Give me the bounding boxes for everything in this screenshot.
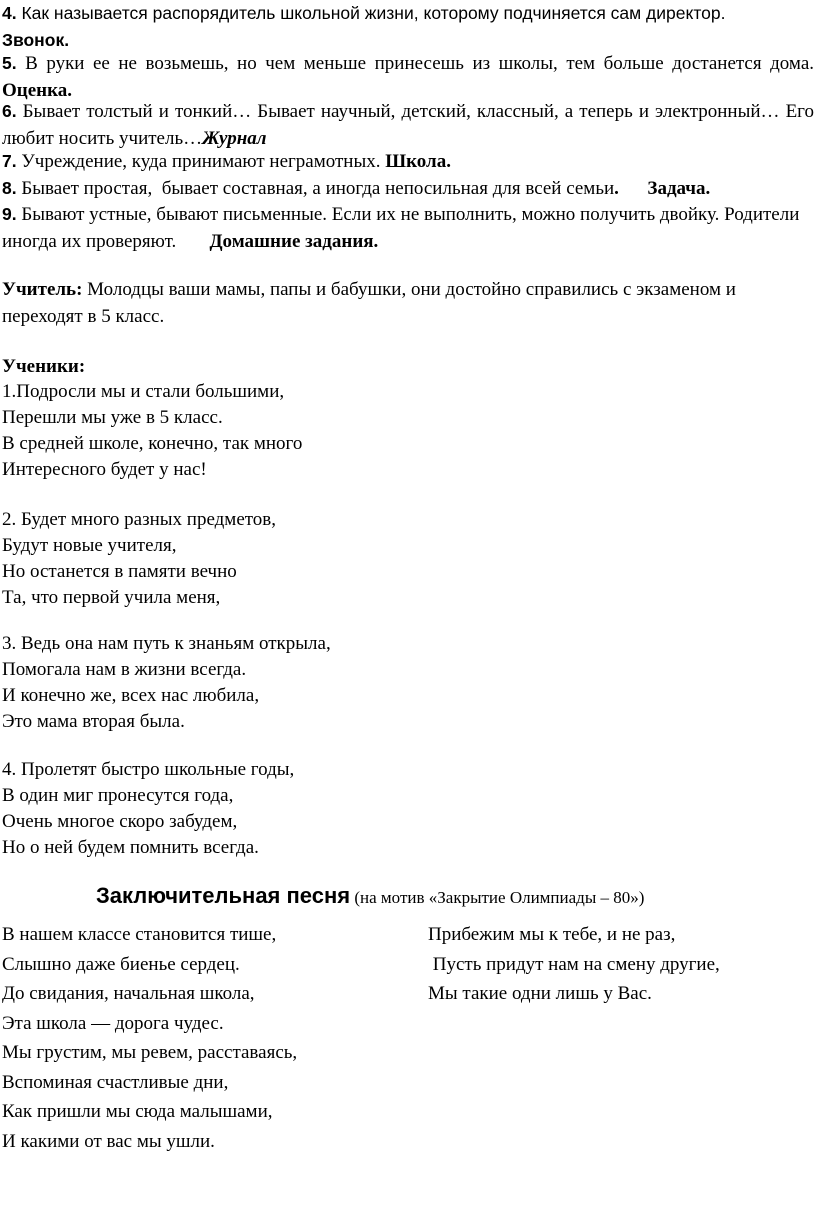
poem-stanza-4 [2, 757, 294, 861]
song-heading [96, 883, 644, 909]
poem-line: Та, что первой учила меня, [2, 587, 221, 608]
song-line: Мы такие одни лишь у Вас. [428, 983, 652, 1004]
song-line: Прибежим мы к тебе, и не раз, [428, 924, 676, 945]
poem-line: Перешли мы уже в 5 класс. [2, 407, 223, 428]
song-line: Слышно даже биенье сердец. [2, 953, 240, 975]
song-line: Как пришли мы сюда малышами, [2, 1101, 273, 1122]
riddle-text: В руки ее не возьмешь, но чем меньше принесешь из школы, тем больше достанется дома. [16, 53, 814, 74]
poem-line: В средней школе, конечно, так много [2, 433, 303, 454]
students-label [2, 353, 85, 380]
riddle-number: 8. [2, 178, 17, 198]
riddle-text: Учреждение, куда принимают неграмотных. [16, 151, 386, 172]
riddle-number: 6. [2, 101, 17, 121]
riddle-text: Как называется распорядитель школьной жизни, которому подчиняется сам директор. [16, 3, 726, 23]
teacher-text: Молодцы ваши мамы, папы и бабушки, они достойно справились с экзаменом и переходят в 5 класс. [2, 279, 736, 327]
poem-stanza-2 [2, 507, 276, 611]
song-line: Мы грустим, мы ревем, расставаясь, [2, 1042, 298, 1063]
riddle-text: Бывают устные, бывают письменные. Если их не выполнить, можно получить двойку. Родители иногда их проверяют. [2, 204, 805, 252]
poem-line: 4. Пролетят быстро школьные годы, [2, 759, 295, 780]
song-subtitle: (на мотив «Закрытие Олимпиады – 80») [350, 888, 645, 907]
poem-line: 3. Ведь она нам путь к знаньям открыла, [2, 633, 331, 654]
riddle-text: Бывает толстый и тонкий… Бывает научный, детский, классный, а теперь и электронный… Его любит носить учитель… [2, 101, 814, 149]
riddle-8 [2, 175, 710, 202]
riddle-9 [2, 201, 814, 255]
poem-line: Но останется в памяти вечно [2, 561, 237, 582]
poem-line: 1.Подросли мы и стали большими, [2, 381, 285, 402]
riddle-answer: Журнал [202, 128, 267, 149]
riddle-number: 9. [2, 204, 17, 224]
poem-line: Но о ней будем помнить всегда. [2, 837, 259, 858]
riddle-4 [2, 0, 814, 54]
teacher-speech [2, 276, 814, 330]
song-left-column [2, 920, 297, 1156]
riddle-answer: Оценка. [2, 80, 73, 101]
riddle-answer: Школа. [385, 151, 451, 172]
poem-stanza-3 [2, 631, 331, 735]
song-title: Заключительная песня [96, 883, 351, 908]
poem-line: Это мама вторая была. [2, 711, 185, 732]
riddle-text: Бывает простая, бывает составная, а иногда непосильная для всей семьи [16, 178, 615, 199]
riddle-5 [2, 50, 814, 104]
song-line: Эта школа — дорога чудес. [2, 1012, 224, 1034]
poem-line: Очень многое скоро забудем, [2, 811, 238, 832]
song-line: Вспоминая счастливые дни, [2, 1071, 229, 1093]
poem-stanza-1 [2, 379, 302, 483]
riddle-number: 5. [2, 53, 17, 73]
students-label-text: Ученики: [2, 356, 86, 377]
poem-line: 2. Будет много разных предметов, [2, 509, 277, 530]
poem-line: В один миг пронесутся года, [2, 785, 234, 806]
song-right-column [428, 920, 720, 1009]
riddle-number: 7. [2, 151, 17, 171]
song-line: И какими от вас мы ушли. [2, 1130, 215, 1152]
riddle-answer: Домашние задания. [209, 231, 379, 252]
song-line: До свидания, начальная школа, [2, 983, 255, 1004]
riddle-answer: Звонок. [2, 30, 70, 50]
teacher-label: Учитель: [2, 279, 83, 300]
poem-line: Помогала нам в жизни всегда. [2, 659, 247, 680]
song-line: Пусть придут нам на смену другие, [428, 953, 720, 975]
riddle-6 [2, 98, 814, 152]
poem-line: Интересного будет у нас! [2, 459, 207, 480]
poem-line: И конечно же, всех нас любила, [2, 685, 260, 706]
riddle-answer: . Задача. [614, 178, 711, 199]
riddle-number: 4. [2, 3, 17, 23]
song-line: В нашем классе становится тише, [2, 924, 277, 945]
poem-line: Будут новые учителя, [2, 535, 177, 556]
riddle-7 [2, 148, 451, 175]
